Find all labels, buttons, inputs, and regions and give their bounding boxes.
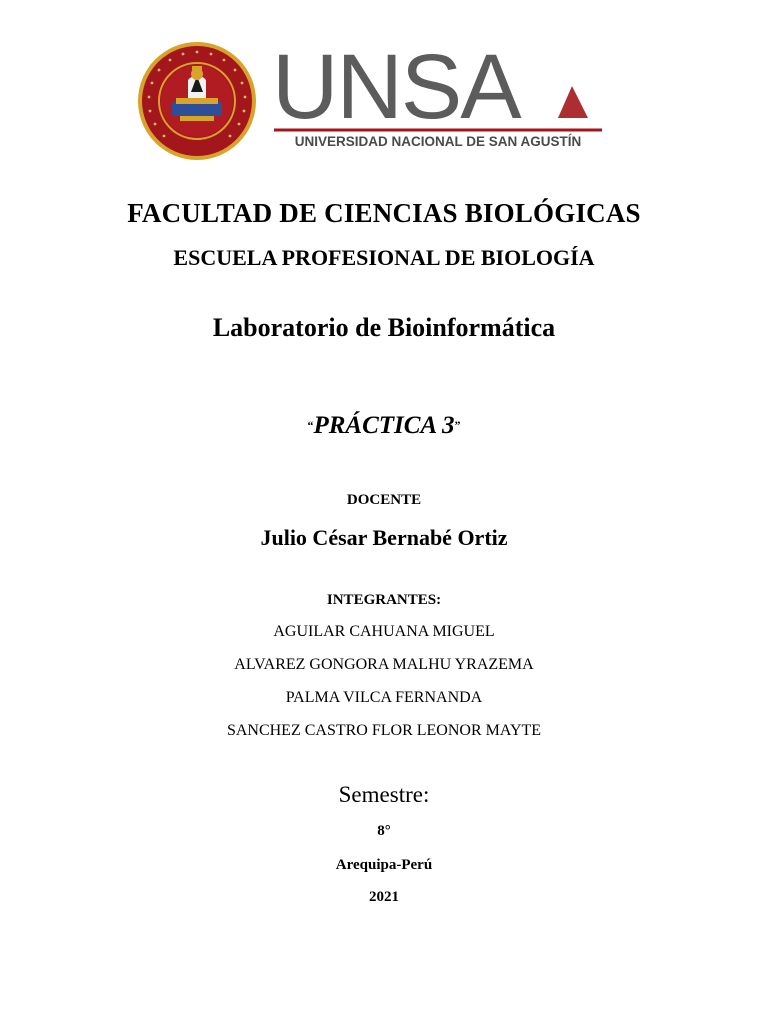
member-item: AGUILAR CAHUANA MIGUEL (273, 623, 495, 640)
open-quote: “ (307, 418, 314, 432)
practice-name: PRÁCTICA 3 (313, 412, 455, 439)
course-title: Laboratorio de Bioinformática (212, 313, 556, 342)
docente-name: Julio César Bernabé Ortiz (260, 525, 508, 550)
member-item: ALVAREZ GONGORA MALHU YRAZEMA (234, 656, 534, 673)
university-logo (136, 38, 606, 162)
logo-letters: UNSA (272, 38, 520, 138)
faculty-title: FACULTAD DE CIENCIAS BIOLÓGICAS (127, 198, 641, 228)
close-quote: ” (454, 418, 461, 432)
semester-label: Semestre: (338, 782, 430, 807)
semester-value: 8° (377, 823, 391, 839)
members-label: INTEGRANTES: (326, 592, 442, 608)
member-item: PALMA VILCA FERNANDA (285, 689, 483, 706)
city: Arequipa-Perú (335, 857, 433, 873)
year: 2021 (369, 889, 399, 905)
university-seal-icon (136, 40, 258, 162)
practice-title (0, 412, 768, 440)
member-item: SANCHEZ CASTRO FLOR LEONOR MAYTE (226, 722, 542, 739)
university-wordmark (272, 38, 604, 162)
svg-text:· · · · · ·: · · · · · · (188, 137, 206, 143)
university-name: UNIVERSIDAD NACIONAL DE SAN AGUSTÍN (294, 134, 582, 149)
docente-label: DOCENTE (346, 492, 422, 508)
school-title: ESCUELA PROFESIONAL DE BIOLOGÍA (173, 245, 595, 270)
